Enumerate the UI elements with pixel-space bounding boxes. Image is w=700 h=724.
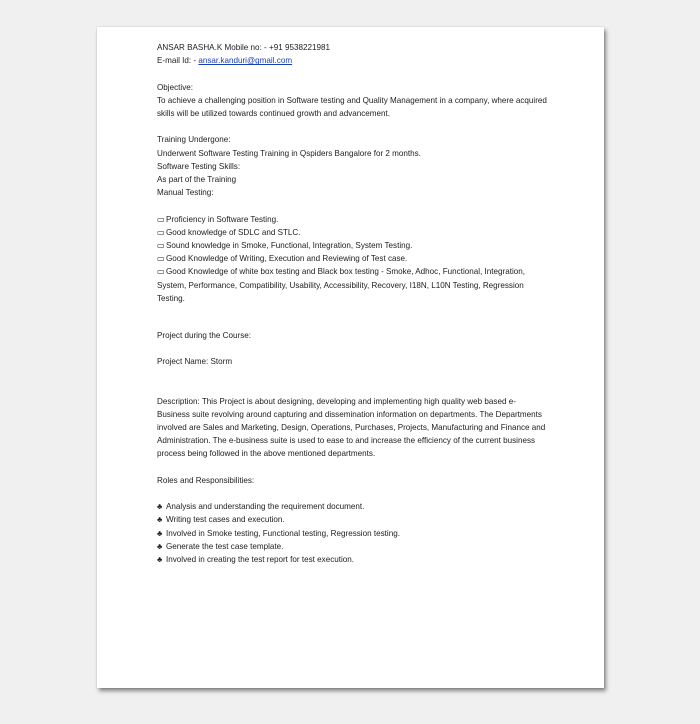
resume-page [97,27,604,688]
club-bullet-icon: ♣ [157,528,163,538]
training-line-3: As part of the Training [157,175,237,184]
roles-list [157,500,547,566]
skills-list [157,213,547,305]
bullet-icon: ▭ [157,241,165,250]
role-item: ♣ Generate the test case template. [157,540,547,553]
email-link[interactable]: ansar.kanduri@gmail.com [198,56,293,66]
project-heading: Project during the Course: [157,331,252,341]
role-item: ♣ Writing test cases and execution. [157,513,547,526]
training-line-4: Manual Testing: [157,188,214,198]
skill-item: ▭Proficiency in Software Testing. [157,213,547,226]
role-item: ♣ Involved in Smoke testing, Functional testing, Regression testing. [157,527,547,540]
club-bullet-icon: ♣ [157,541,163,551]
email-label: E-mail Id: - [157,56,199,66]
bullet-icon: ▭ [157,214,165,224]
role-item: ♣ Involved in creating the test report for test execution. [157,553,547,566]
club-bullet-icon: ♣ [157,555,163,565]
objective-text: To achieve a challenging position in Software testing and Quality Management in a company, where acquired skills will be utilized towards continued growth and advancement. [157,95,547,118]
project-description: Description: This Project is about designing, developing and implementing high quality web based e-Business suite revolving around capturing and dissemination information on departments. The Departments involved are Sales and Marketing, Design, Operations, Purchases, Projects, Manufacturing and Finance and Administration. The e-business suite is used to ease to and increase the efficiency of the current business process being followed in the above mentioned departments. [157,396,546,459]
roles-heading: Roles and Responsibilities: [157,475,255,485]
skill-item: ▭Good knowledge of SDLC and STLC. [157,226,547,239]
skill-item: ▭Sound knowledge in Smoke, Functional, Integration, System Testing. [157,239,547,252]
bullet-icon: ▭ [157,227,165,237]
resume-content [157,41,547,566]
email-line [157,54,547,67]
bullet-icon: ▭ [157,254,165,264]
training-line-1: Underwent Software Testing Training in Qspiders Bangalore for 2 months. [157,148,421,158]
skill-item: ▭Good Knowledge of Writing, Execution and Reviewing of Test case. [157,252,547,265]
project-name: Project Name: Storm [157,357,233,367]
training-heading: Training Undergone: [157,135,231,145]
name-line: ANSAR BASHA.K Mobile no: - +91 9538221981 [157,43,330,52]
skill-item: ▭Good Knowledge of white box testing and Black box testing - Smoke, Adhoc, Functional, Integration, System, Performance, Compatibility, Usability, Accessibility, Recovery, I18N, L10N Testing, Regression Testing. [157,267,526,303]
club-bullet-icon: ♣ [157,502,163,512]
club-bullet-icon: ♣ [157,515,163,525]
training-line-2: Software Testing Skills: [157,161,241,171]
bullet-icon: ▭ [157,267,165,277]
objective-heading: Objective: [157,82,193,92]
role-item: ♣ Analysis and understanding the requirement document. [157,500,547,513]
